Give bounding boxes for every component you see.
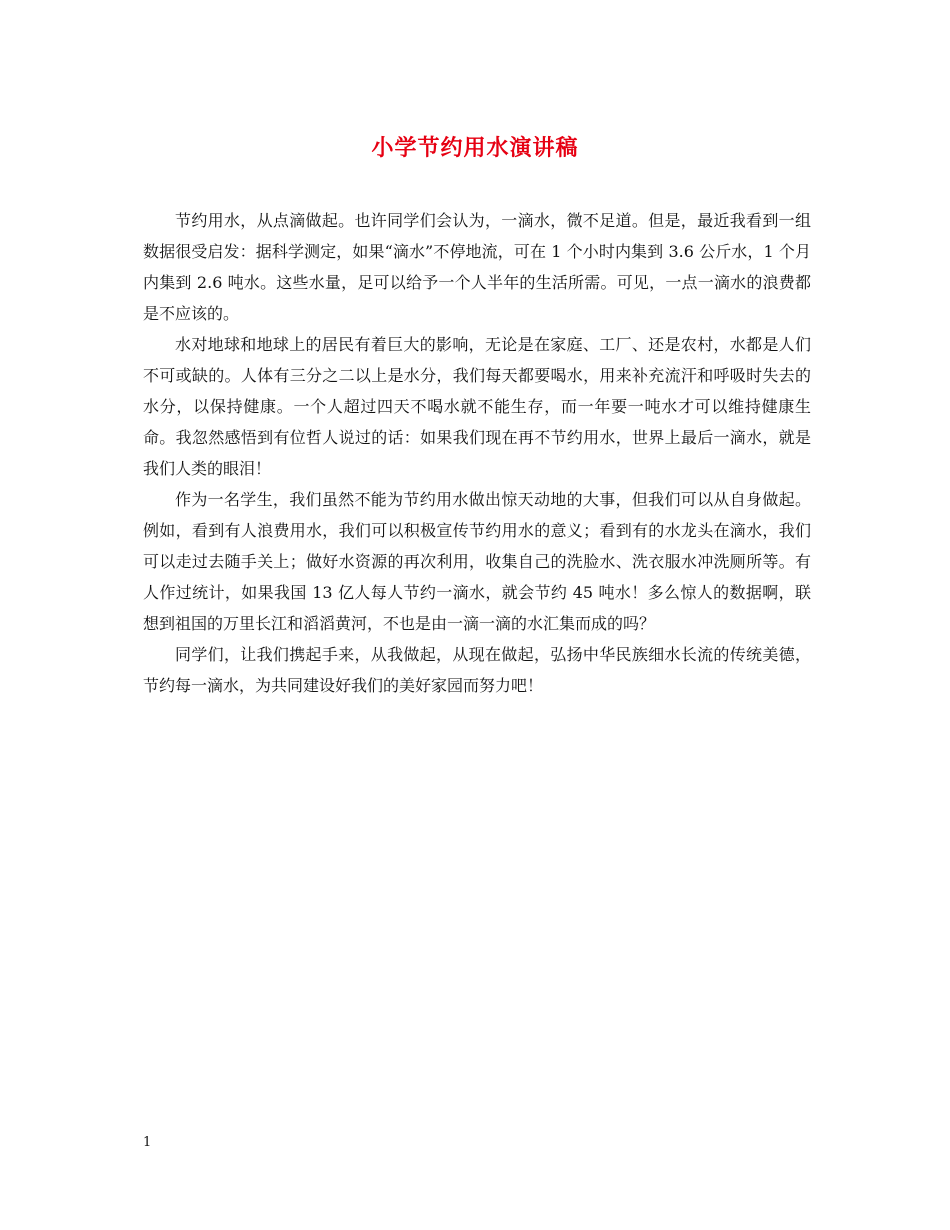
document-body bbox=[143, 205, 811, 701]
page-number: 1 bbox=[143, 1135, 152, 1150]
paragraph-2: 水对地球和地球上的居民有着巨大的影响，无论是在家庭、工厂、还是农村，水都是人们不可或缺的。人体有三分之二以上是水分，我们每天都要喝水，用来补充流汗和呼吸时失去的水分，以保持健康。一个人超过四天不喝水就不能生存，而一年要一吨水才可以维持健康生命。我忽然感悟到有位哲人说过的话：如果我们现在再不节约用水，世界上最后一滴水，就是我们人类的眼泪！ bbox=[143, 335, 811, 478]
paragraph-4: 同学们，让我们携起手来，从我做起，从现在做起，弘扬中华民族细水长流的传统美德，节约每一滴水，为共同建设好我们的美好家园而努力吧！ bbox=[143, 645, 811, 695]
paragraph-3: 作为一名学生，我们虽然不能为节约用水做出惊天动地的大事，但我们可以从自身做起。例如，看到有人浪费用水，我们可以积极宣传节约用水的意义；看到有的水龙头在滴水，我们可以走过去随手关上；做好水资源的再次利用，收集自己的洗脸水、洗衣服水冲洗厕所等。有人作过统计，如果我国 13 亿人每人节约一滴水，就会节约 45 吨水！多么惊人的数据啊，联想到祖国的万里长江和滔滔黄河，不也是由一滴一滴的水汇集而成的吗？ bbox=[143, 490, 811, 633]
document-title: 小学节约用水演讲稿 bbox=[371, 135, 579, 161]
paragraph-1: 节约用水，从点滴做起。也许同学们会认为，一滴水，微不足道。但是，最近我看到一组数据很受启发：据科学测定，如果“滴水”不停地流，可在 1 个小时内集到 3.6 公斤水，1 个月内集到 2.6 吨水。这些水量，足可以给予一个人半年的生活所需。可见，一点一滴水的浪费都是不应该的。 bbox=[143, 211, 811, 323]
